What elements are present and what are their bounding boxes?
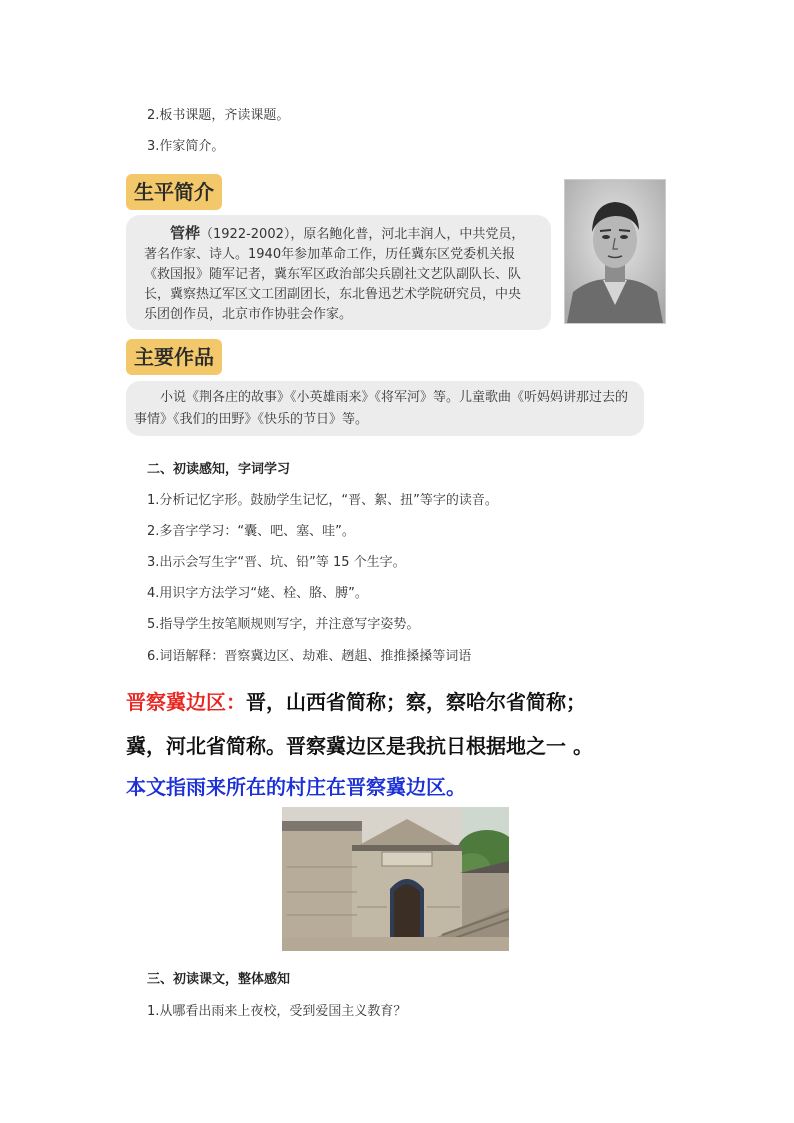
list-item: 3.出示会写生字“晋、坑、铅”等 15 个生字。 (147, 555, 406, 570)
author-years: （1922-2002） (200, 227, 291, 242)
section-heading: 二、初读感知，字词学习 (147, 462, 291, 477)
author-bio: ，原名鲍化普，河北丰润人，中共党员，著名作家、诗人。1940年参加革命工作，历任冀东区党委机关报《救国报》随军记者，冀东军区政治部尖兵剧社文艺队副队长、队长，冀察热辽军区文工团副团长，东北鲁迅艺术学院研究员，中央乐团创作员，北京市作协驻会作家。 (144, 227, 525, 322)
list-item: 6.词语解释：晋察冀边区、劫难、趔趄、推推搡搡等词语 (147, 649, 472, 664)
bio-text-box (126, 215, 551, 330)
list-item: 3.作家简介。 (147, 139, 225, 154)
list-item: 2.板书课题，齐读课题。 (147, 108, 290, 123)
term-line-1 (126, 686, 586, 715)
term-label: 晋察冀边区： (126, 690, 246, 714)
list-item: 4.用识字方法学习“姥、栓、胳、膊”。 (147, 586, 368, 601)
term-line-2: 冀，河北省简称。晋察冀边区是我抗日根据地之一 。 (126, 734, 593, 758)
author-name: 管桦 (170, 224, 201, 242)
list-item: 2.多音字学习：“囊、吧、塞、哇”。 (147, 524, 355, 539)
list-item: 1.从哪看出雨来上夜校，受到爱国主义教育？ (147, 1004, 407, 1019)
works-text-box (126, 381, 644, 436)
bio-tag: 生平简介 (126, 174, 222, 210)
works-text: 小说《荆各庄的故事》《小英雄雨来》《将军河》等。儿童歌曲《听妈妈讲那过去的事情》《我们的田野》《快乐的节日》等。 (134, 390, 629, 427)
village-gate-photo (282, 807, 509, 951)
author-portrait (564, 179, 666, 324)
list-item: 1.分析记忆字形。鼓励学生记忆，“晋、絮、扭”等字的读音。 (147, 493, 498, 508)
works-tag: 主要作品 (126, 339, 222, 375)
term-line-3: 本文指雨来所在的村庄在晋察冀边区。 (126, 775, 466, 799)
section-heading: 三、初读课文，整体感知 (147, 972, 291, 987)
list-item: 5.指导学生按笔顺规则写字，并注意写字姿势。 (147, 617, 420, 632)
term-def-1: 晋，山西省简称；察，察哈尔省简称； (246, 690, 586, 714)
